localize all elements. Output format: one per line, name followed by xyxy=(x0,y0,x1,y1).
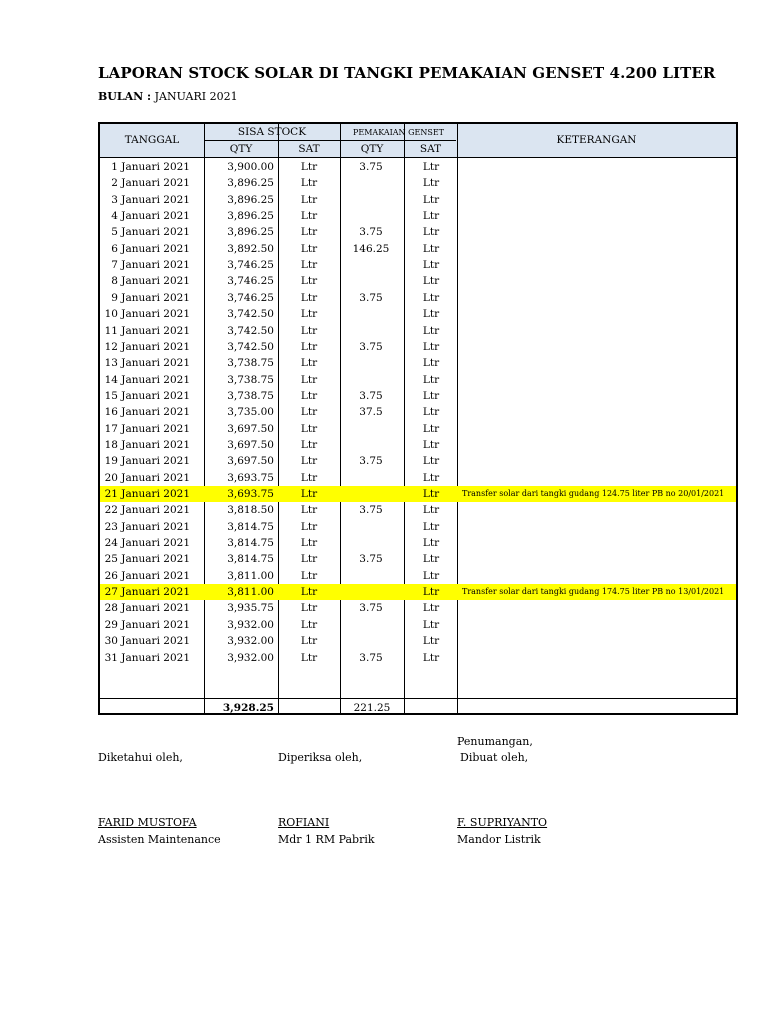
row-stock-sat: Ltr xyxy=(300,438,318,451)
row-usage-sat: Ltr xyxy=(422,651,440,664)
row-usage-qty xyxy=(345,519,397,535)
header-bottom-divider xyxy=(100,157,736,158)
row-stock-qty: 3,738.75 xyxy=(227,357,274,370)
signature-left-position: Assisten Maintenance xyxy=(98,833,221,846)
row-stock-sat: Ltr xyxy=(300,308,318,321)
row-keterangan xyxy=(462,273,734,289)
row-stock-qty: 3,814.75 xyxy=(227,537,274,550)
row-stock-qty: 3,742.50 xyxy=(227,308,274,321)
row-usage-qty: 3.75 xyxy=(359,291,383,304)
row-usage-qty xyxy=(345,437,397,453)
row-keterangan xyxy=(462,519,734,535)
row-keterangan xyxy=(462,551,734,567)
row-date: 30 Januari 2021 xyxy=(104,635,190,648)
row-stock-qty: 3,735.00 xyxy=(227,406,274,419)
row-usage-qty xyxy=(345,421,397,437)
row-usage-sat: Ltr xyxy=(422,618,440,631)
report-month xyxy=(98,90,238,103)
row-date: 13 Januari 2021 xyxy=(104,357,190,370)
row-keterangan: Transfer solar dari tangki gudang 124.75 liter PB no 20/01/2021 xyxy=(462,489,725,498)
table-row xyxy=(100,519,736,535)
row-usage-qty: 3.75 xyxy=(359,161,383,173)
row-usage-qty xyxy=(345,208,397,224)
row-stock-sat: Ltr xyxy=(300,373,318,386)
row-stock-qty: 3,742.50 xyxy=(227,324,274,337)
row-keterangan: Transfer solar dari tangki gudang 174.75 liter PB no 13/01/2021 xyxy=(462,587,725,597)
stock-table xyxy=(98,122,738,715)
row-stock-qty: 3,693.75 xyxy=(227,471,274,484)
row-usage-qty xyxy=(345,175,397,191)
signature-place: Penumangan, xyxy=(457,735,533,748)
row-stock-sat: Ltr xyxy=(300,161,318,173)
row-date: 23 Januari 2021 xyxy=(104,520,190,533)
row-usage-qty xyxy=(345,584,397,600)
table-row xyxy=(100,421,736,437)
header-stock-sat: SAT xyxy=(298,143,320,155)
row-stock-sat: Ltr xyxy=(300,569,318,582)
row-usage-qty: 3.75 xyxy=(359,226,383,239)
row-keterangan xyxy=(462,600,734,616)
row-date: 20 Januari 2021 xyxy=(104,471,190,484)
row-keterangan xyxy=(462,388,734,404)
row-usage-sat: Ltr xyxy=(422,193,440,206)
row-keterangan xyxy=(462,535,734,551)
table-row xyxy=(100,372,736,388)
row-keterangan xyxy=(462,650,734,666)
total-stock: 3,928.25 xyxy=(222,702,274,714)
row-usage-sat: Ltr xyxy=(422,389,440,402)
month-value: JANUARI 2021 xyxy=(154,90,238,103)
report-title: LAPORAN STOCK SOLAR DI TANGKI PEMAKAIAN GENSET 4.200 LITER xyxy=(98,64,716,82)
header-usage-qty: QTY xyxy=(360,143,384,155)
row-usage-sat: Ltr xyxy=(422,406,440,419)
row-usage-sat: Ltr xyxy=(422,210,440,223)
row-keterangan xyxy=(462,568,734,584)
header-stock-qty: QTY xyxy=(229,143,253,155)
row-stock-sat: Ltr xyxy=(300,635,318,648)
signature-right-name: F. SUPRIYANTO xyxy=(457,816,548,829)
row-stock-sat: Ltr xyxy=(300,389,318,402)
row-keterangan xyxy=(462,208,734,224)
row-stock-qty: 3,932.00 xyxy=(227,618,274,631)
row-usage-sat: Ltr xyxy=(422,373,440,386)
row-date: 25 Januari 2021 xyxy=(104,553,190,566)
signature-right-label: Dibuat oleh, xyxy=(460,751,529,764)
row-stock-qty: 3,932.00 xyxy=(227,635,274,648)
row-stock-sat: Ltr xyxy=(300,602,318,615)
row-date: 9 Januari 2021 xyxy=(111,291,190,304)
row-date: 3 Januari 2021 xyxy=(111,193,190,206)
row-usage-qty xyxy=(345,306,397,322)
row-stock-sat: Ltr xyxy=(300,422,318,435)
row-stock-qty: 3,900.00 xyxy=(227,161,274,173)
row-usage-sat: Ltr xyxy=(422,226,440,239)
row-stock-sat: Ltr xyxy=(300,651,318,664)
row-usage-sat: Ltr xyxy=(422,488,440,500)
row-stock-sat: Ltr xyxy=(300,210,318,223)
row-date: 18 Januari 2021 xyxy=(104,438,190,451)
row-stock-qty: 3,697.50 xyxy=(227,438,274,451)
table-row xyxy=(100,568,736,584)
row-stock-sat: Ltr xyxy=(300,291,318,304)
row-date: 5 Januari 2021 xyxy=(111,226,190,239)
row-stock-sat: Ltr xyxy=(300,340,318,353)
row-keterangan xyxy=(462,224,734,240)
row-stock-sat: Ltr xyxy=(300,259,318,272)
row-usage-qty xyxy=(345,355,397,371)
row-date: 29 Januari 2021 xyxy=(104,618,190,631)
signature-left-label: Diketahui oleh, xyxy=(98,751,183,764)
row-date: 17 Januari 2021 xyxy=(104,422,190,435)
row-keterangan xyxy=(462,502,734,518)
row-stock-sat: Ltr xyxy=(300,504,318,517)
table-row xyxy=(100,192,736,208)
row-usage-qty xyxy=(345,273,397,289)
table-row xyxy=(100,208,736,224)
row-date: 28 Januari 2021 xyxy=(104,602,190,615)
row-stock-sat: Ltr xyxy=(300,193,318,206)
table-row xyxy=(100,437,736,453)
row-usage-qty xyxy=(345,617,397,633)
row-stock-qty: 3,697.50 xyxy=(227,455,274,468)
total-pemakaian: 221.25 xyxy=(353,702,391,714)
row-keterangan xyxy=(462,306,734,322)
signature-middle-position: Mdr 1 RM Pabrik xyxy=(278,833,375,846)
header-keterangan: KETERANGAN xyxy=(556,134,637,146)
row-stock-sat: Ltr xyxy=(300,537,318,550)
row-usage-qty xyxy=(345,633,397,649)
row-keterangan xyxy=(462,241,734,257)
row-keterangan xyxy=(462,453,734,469)
row-date: 6 Januari 2021 xyxy=(111,242,190,255)
signature-left-name: FARID MUSTOFA xyxy=(98,816,197,829)
row-keterangan xyxy=(462,290,734,306)
row-date: 2 Januari 2021 xyxy=(111,177,190,190)
row-stock-qty: 3,935.75 xyxy=(227,602,274,615)
row-date: 14 Januari 2021 xyxy=(104,373,190,386)
row-usage-qty xyxy=(345,486,397,502)
table-row xyxy=(100,486,736,502)
row-usage-qty: 146.25 xyxy=(352,242,390,255)
row-stock-qty: 3,814.75 xyxy=(227,553,274,566)
table-row xyxy=(100,339,736,355)
header-sub-divider xyxy=(204,140,456,141)
table-row xyxy=(100,355,736,371)
table-row xyxy=(100,257,736,273)
table-row xyxy=(100,290,736,306)
table-row xyxy=(100,224,736,240)
row-usage-sat: Ltr xyxy=(422,586,440,599)
row-usage-qty xyxy=(345,257,397,273)
row-keterangan xyxy=(462,633,734,649)
table-row xyxy=(100,535,736,551)
table-row xyxy=(100,650,736,666)
row-usage-qty: 3.75 xyxy=(359,455,383,468)
table-row xyxy=(100,388,736,404)
row-usage-qty: 3.75 xyxy=(359,651,383,664)
row-usage-qty xyxy=(345,192,397,208)
signature-middle-label: Diperiksa oleh, xyxy=(278,751,363,764)
row-usage-qty xyxy=(345,323,397,339)
total-divider xyxy=(100,698,736,699)
row-date: 22 Januari 2021 xyxy=(104,504,190,517)
row-date: 11 Januari 2021 xyxy=(104,324,190,337)
table-row xyxy=(100,273,736,289)
row-keterangan xyxy=(462,404,734,420)
row-date: 7 Januari 2021 xyxy=(111,259,190,272)
row-stock-qty: 3,932.00 xyxy=(227,651,274,664)
row-keterangan xyxy=(462,257,734,273)
header-pemakaian-genset: PEMAKAIAN GENSET xyxy=(353,128,444,137)
row-date: 26 Januari 2021 xyxy=(104,569,190,582)
row-stock-qty: 3,896.25 xyxy=(227,226,274,239)
row-stock-qty: 3,738.75 xyxy=(227,373,274,386)
table-row xyxy=(100,241,736,257)
row-usage-sat: Ltr xyxy=(422,275,440,288)
row-date: 10 Januari 2021 xyxy=(104,308,190,321)
row-keterangan xyxy=(462,339,734,355)
row-stock-sat: Ltr xyxy=(300,226,318,239)
row-stock-qty: 3,896.25 xyxy=(227,210,274,223)
row-usage-sat: Ltr xyxy=(422,438,440,451)
month-label: BULAN : xyxy=(98,90,152,103)
row-stock-qty: 3,746.25 xyxy=(227,291,274,304)
row-keterangan xyxy=(462,355,734,371)
row-keterangan xyxy=(462,323,734,339)
row-stock-sat: Ltr xyxy=(300,553,318,566)
row-usage-sat: Ltr xyxy=(422,569,440,582)
table-row xyxy=(100,175,736,191)
header-tanggal: TANGGAL xyxy=(124,134,180,146)
row-usage-qty: 3.75 xyxy=(359,602,383,615)
row-usage-sat: Ltr xyxy=(422,422,440,435)
row-date: 15 Januari 2021 xyxy=(104,389,190,402)
header-usage-sat: SAT xyxy=(419,143,442,155)
row-usage-sat: Ltr xyxy=(422,455,440,468)
header-sisa-stock: SISA STOCK xyxy=(237,126,307,138)
row-usage-qty xyxy=(345,568,397,584)
row-stock-sat: Ltr xyxy=(300,471,318,484)
row-date: 1 Januari 2021 xyxy=(111,161,190,173)
row-date: 12 Januari 2021 xyxy=(104,340,190,353)
row-stock-sat: Ltr xyxy=(300,275,318,288)
row-usage-sat: Ltr xyxy=(422,520,440,533)
row-stock-sat: Ltr xyxy=(300,455,318,468)
row-usage-qty xyxy=(345,535,397,551)
row-usage-sat: Ltr xyxy=(422,291,440,304)
row-stock-qty: 3,896.25 xyxy=(227,193,274,206)
row-usage-sat: Ltr xyxy=(422,635,440,648)
table-row xyxy=(100,617,736,633)
row-usage-sat: Ltr xyxy=(422,553,440,566)
signature-right-position: Mandor Listrik xyxy=(457,833,541,846)
row-date: 24 Januari 2021 xyxy=(104,537,190,550)
row-stock-sat: Ltr xyxy=(300,488,318,500)
row-keterangan xyxy=(462,192,734,208)
table-row xyxy=(100,502,736,518)
row-usage-sat: Ltr xyxy=(422,471,440,484)
row-date: 21 Januari 2021 xyxy=(104,488,190,500)
row-usage-sat: Ltr xyxy=(422,259,440,272)
row-usage-sat: Ltr xyxy=(422,242,440,255)
row-usage-qty xyxy=(345,372,397,388)
table-row xyxy=(100,600,736,616)
row-stock-sat: Ltr xyxy=(300,177,318,190)
row-stock-qty: 3,742.50 xyxy=(227,340,274,353)
row-keterangan xyxy=(462,437,734,453)
row-stock-sat: Ltr xyxy=(300,242,318,255)
row-stock-qty: 3,818.50 xyxy=(227,504,274,517)
row-date: 27 Januari 2021 xyxy=(104,586,190,599)
row-usage-sat: Ltr xyxy=(422,340,440,353)
row-usage-qty: 3.75 xyxy=(359,553,383,566)
row-stock-sat: Ltr xyxy=(300,586,318,599)
row-stock-sat: Ltr xyxy=(300,520,318,533)
row-stock-qty: 3,738.75 xyxy=(227,389,274,402)
row-date: 4 Januari 2021 xyxy=(111,210,190,223)
row-stock-qty: 3,746.25 xyxy=(227,259,274,272)
row-usage-qty: 3.75 xyxy=(359,389,383,402)
row-stock-qty: 3,693.75 xyxy=(227,488,274,500)
row-date: 31 Januari 2021 xyxy=(104,651,190,664)
row-stock-qty: 3,746.25 xyxy=(227,275,274,288)
row-stock-sat: Ltr xyxy=(300,324,318,337)
row-stock-sat: Ltr xyxy=(300,618,318,631)
row-usage-sat: Ltr xyxy=(422,324,440,337)
row-usage-sat: Ltr xyxy=(422,161,440,173)
table-row xyxy=(100,551,736,567)
table-row xyxy=(100,633,736,649)
table-row xyxy=(100,584,736,600)
table-row xyxy=(100,159,736,175)
row-usage-qty: 37.5 xyxy=(359,406,383,419)
row-usage-sat: Ltr xyxy=(422,177,440,190)
row-date: 8 Januari 2021 xyxy=(111,275,190,288)
table-row xyxy=(100,404,736,420)
row-usage-qty xyxy=(345,470,397,486)
row-stock-qty: 3,811.00 xyxy=(227,586,274,599)
row-usage-qty: 3.75 xyxy=(359,504,383,517)
table-row xyxy=(100,306,736,322)
row-stock-sat: Ltr xyxy=(300,357,318,370)
row-keterangan xyxy=(462,372,734,388)
table-row xyxy=(100,470,736,486)
row-usage-sat: Ltr xyxy=(422,602,440,615)
row-date: 19 Januari 2021 xyxy=(104,455,190,468)
row-keterangan xyxy=(462,421,734,437)
row-usage-sat: Ltr xyxy=(422,537,440,550)
row-usage-sat: Ltr xyxy=(422,504,440,517)
table-row xyxy=(100,453,736,469)
row-stock-sat: Ltr xyxy=(300,406,318,419)
signature-middle-name: ROFIANI xyxy=(278,816,330,829)
row-date: 16 Januari 2021 xyxy=(104,406,190,419)
row-keterangan xyxy=(462,159,734,175)
table-row xyxy=(100,323,736,339)
row-stock-qty: 3,697.50 xyxy=(227,422,274,435)
row-keterangan xyxy=(462,470,734,486)
row-keterangan xyxy=(462,175,734,191)
row-stock-qty: 3,811.00 xyxy=(227,569,274,582)
row-usage-qty: 3.75 xyxy=(359,340,383,353)
row-stock-qty: 3,814.75 xyxy=(227,520,274,533)
row-stock-qty: 3,892.50 xyxy=(227,242,274,255)
row-stock-qty: 3,896.25 xyxy=(227,177,274,190)
row-keterangan xyxy=(462,617,734,633)
row-usage-sat: Ltr xyxy=(422,357,440,370)
row-usage-sat: Ltr xyxy=(422,308,440,321)
